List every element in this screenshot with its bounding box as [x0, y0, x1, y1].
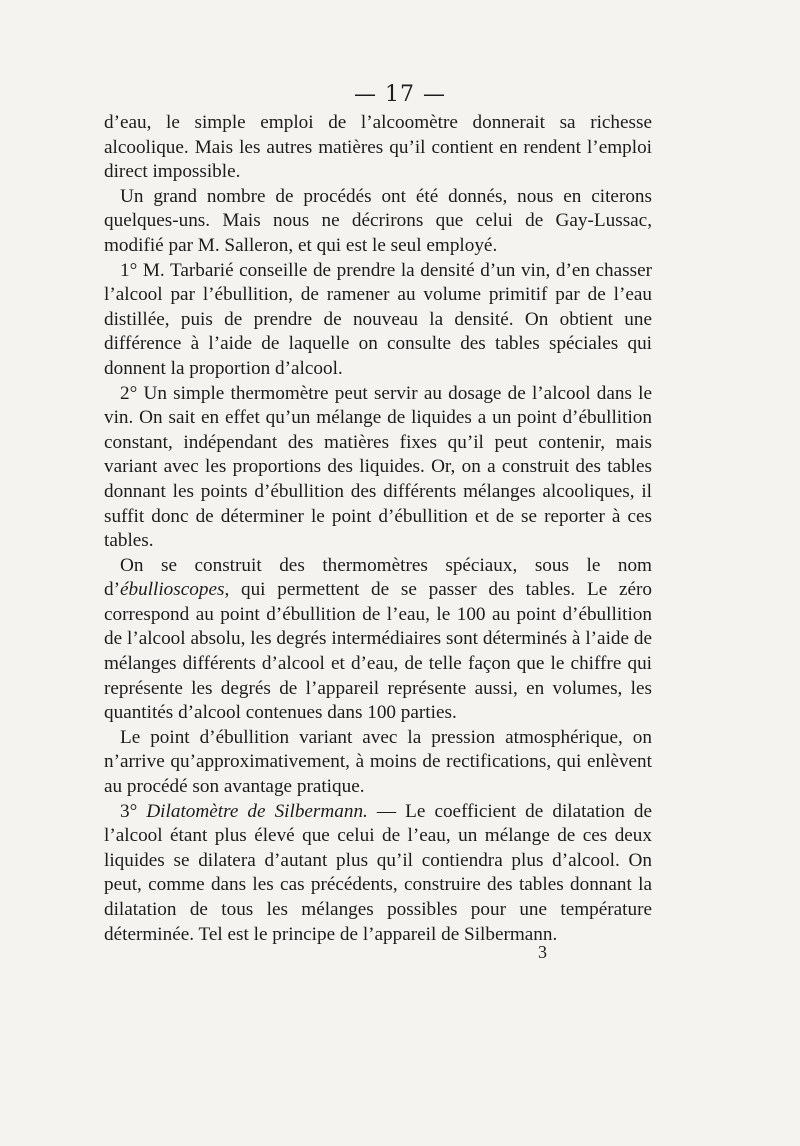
paragraph-7 — [104, 800, 652, 948]
page-number: — 17 — — [354, 82, 446, 107]
paragraph-4: 2° Un simple thermomètre peut servir au dosage de l’alcool dans le vin. On sait en effet qu’un mélange de liquides a un point d’ébullition constant, indépendant des matières fixes qu’il peut contenir, mais variant avec les proportions des liquides. Or, on a construit des tables donnant les points d’ébullition des différents mélanges alcooliques, il suffit donc de déterminer le point d’ébullition et de se reporter à ces tables. — [104, 382, 652, 552]
paragraph-7-post: — Le coefficient de dilatation de l’alcool étant plus élevé que celui de l’eau, un mélange de ces deux liquides se dilatera d’autant plus qu’il contiendra plus d’alcool. On peut, comme dans les cas précédents, construire des tables donnant la dilatation de tous les mélanges possibles pour une température déterminée. Tel est le principe de l’appareil de Silbermann. — [104, 800, 652, 945]
paragraph-2: Un grand nombre de procédés ont été donnés, nous en citerons quelques-uns. Mais nous ne décrirons que celui de Gay-Lussac, modifié par M. Salleron, et qui est le seul employé. — [104, 185, 652, 256]
paragraph-1: d’eau, le simple emploi de l’alcoomètre donnerait sa richesse alcoolique. Mais les autres matières qu’il contient en rendent l’emploi direct impossible. — [104, 112, 652, 183]
body-text — [104, 111, 652, 947]
term-dilatometre: Dilatomètre de Silbermann. — [146, 800, 368, 822]
paragraph-5-pre: On se construit des thermomètres spéciaux, sous le nom d’ — [104, 554, 652, 601]
paragraph-6: Le point d’ébullition variant avec la pression atmosphérique, on n’arrive qu’approximativement, à moins de rectifications, qui enlèvent au procédé son avantage pratique. — [104, 726, 652, 798]
term-ebullioscopes: ébullioscopes — [119, 579, 225, 601]
paragraph-5 — [104, 554, 652, 726]
signature-mark: 3 — [538, 942, 547, 962]
paragraph-5-post: , qui permettent de se passer des tables. Le zéro correspond au point d’ébullition de l’eau, le 100 au point d’ébullition de l’alcool absolu, les degrés intermédiaires sont déterminés à l’aide de mélanges différents d’alcool et d’eau, de telle façon que le chiffre qui représente les degrés de l’appareil représente aussi, en volumes, les quantités d’alcool contenues dans 100 parties. — [104, 579, 652, 724]
paragraph-3: 1° M. Tarbarié conseille de prendre la densité d’un vin, d’en chasser l’alcool par l’ébullition, de ramener au volume primitif par de l’eau distillée, puis de prendre de nouveau la densité. On obtient une différence à l’aide de laquelle on consulte des tables spéciales qui donnent la proportion d’alcool. — [104, 259, 652, 379]
paragraph-7-pre: 3° — [120, 800, 147, 822]
